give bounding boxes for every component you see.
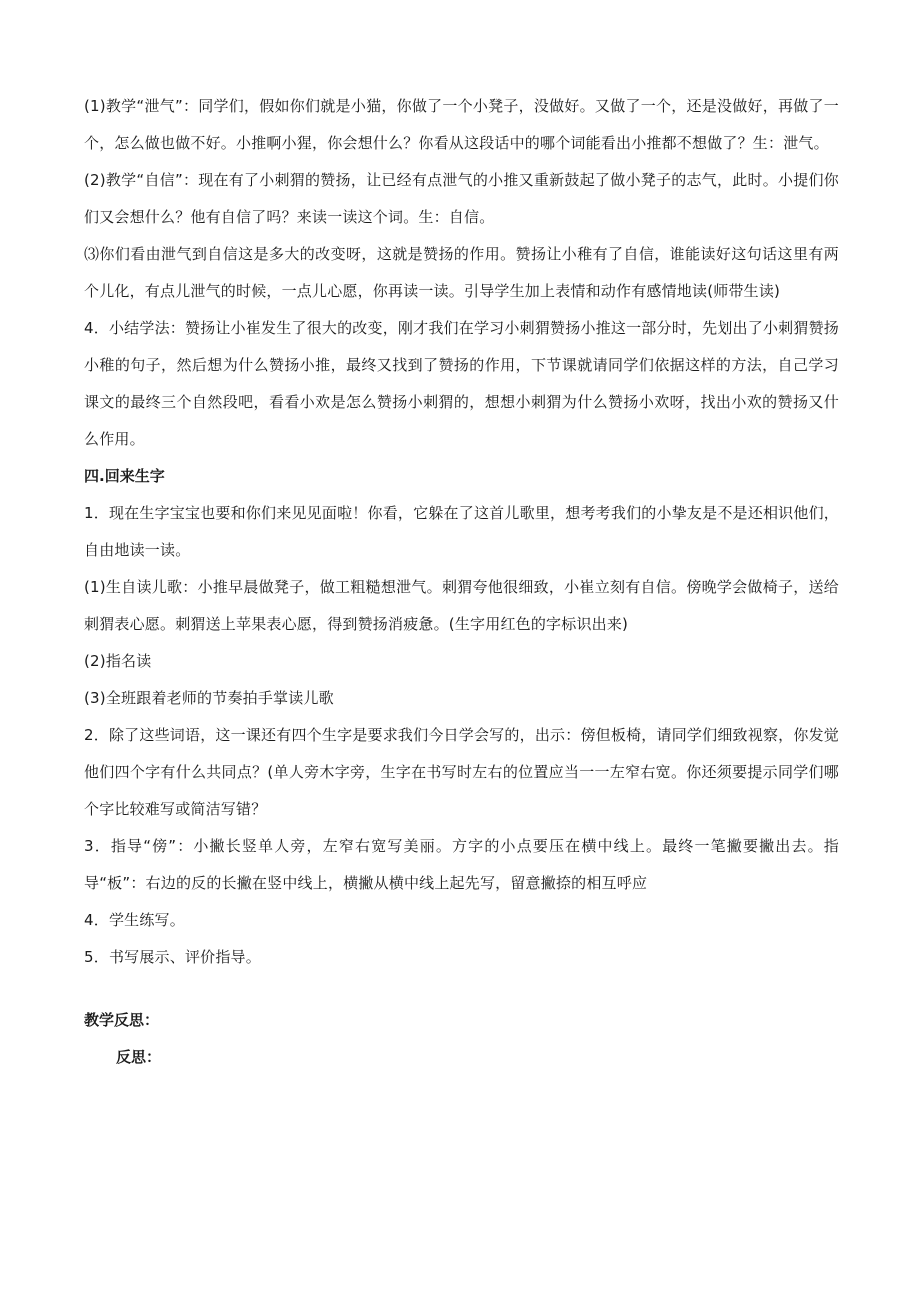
paragraph-teach-zixin: (2)教学“自信”：现在有了小刺猬的赞扬，让已经有点泄气的小推又重新鼓起了做小凳子的志气，此时。小提们你们又会想什么？他有自信了吗？来读一读这个词。生：自信。 (84, 171, 839, 226)
paragraph-class-clap-reading: (3)全班跟着老师的节奏拍手掌读儿歌 (84, 689, 334, 707)
paragraph-writing-guidance: 3．指导“傍”：小撇长竖单人旁，左窄右宽写美丽。方字的小点要压在横中线上。最终一笔撇要撇出去。指导“板”：右边的反的长撇在竖中线上，横撇从横中线上起先写，留意撇捺的相互呼应 (84, 837, 839, 892)
document-page (84, 88, 839, 1076)
paragraph-summary-method: 4．小结学法：赞扬让小崔发生了很大的改变，刚才我们在学习小刺猬赞扬小推这一部分时，先划出了小刺猬赞扬小稚的句子，然后想为什么赞扬小推，最终又找到了赞扬的作用，下节课就请同学们依据这样的方法，自己学习课文的最终三个自然段吧，看看小欢是怎么赞扬小刺猬的，想想小刺猬为什么赞扬小欢呀，找出小欢的赞扬又什么作用。 (84, 319, 839, 448)
section-heading-new-characters: 四.回来生字 (84, 467, 165, 485)
paragraph-student-practice: 4．学生练写。 (84, 911, 185, 929)
spacer (84, 976, 839, 1002)
paragraph-four-characters: 2．除了这些词语，这一课还有四个生字是要求我们今日学会写的，出示：傍但板椅，请同学们细致视察，你发觉他们四个字有什么共同点？(单人旁木字旁，生字在书写时左右的位置应当一一左窄右宽。你还须要提示同学们哪个字比较难写或简洁写错？ (84, 726, 839, 818)
paragraph-named-reading: (2)指名读 (84, 652, 152, 670)
paragraph-teach-xieqi: (1)教学“泄气”：同学们，假如你们就是小猫，你做了一个小凳子，没做好。又做了一个，还是没做好，再做了一个，怎么做也做不好。小推啊小猩，你会想什么？你看从这段话中的哪个词能看出小推都不想做了？生：泄气。 (84, 97, 839, 152)
paragraph-praise-effect: ⑶你们看由泄气到自信这是多大的改变呀，这就是赞扬的作用。赞扬让小稚有了自信，谁能读好这句话这里有两个儿化，有点儿泄气的时候，一点儿心愿，你再读一读。引导学生加上表情和动作有感情地读(师带生读) (84, 245, 839, 300)
paragraph-self-read-rhyme: (1)生自读儿歌：小推早晨做凳子，做工粗糙想泄气。刺猬夸他很细致，小崔立刻有自信。傍晚学会做椅子，送给刺猬表心愿。刺猬送上苹果表心愿，得到赞扬消疲惫。(生字用红色的字标识出来) (84, 578, 839, 633)
paragraph-display-evaluation: 5．书写展示、评价指导。 (84, 948, 261, 966)
reflection-title: 教学反思： (84, 1011, 160, 1029)
reflection-subtitle: 反思： (116, 1048, 162, 1066)
paragraph-meet-characters: 1．现在生字宝宝也要和你们来见见面啦！你看，它躲在了这首儿歌里，想考考我们的小挚友是不是还相识他们，自由地读一读。 (84, 504, 839, 559)
